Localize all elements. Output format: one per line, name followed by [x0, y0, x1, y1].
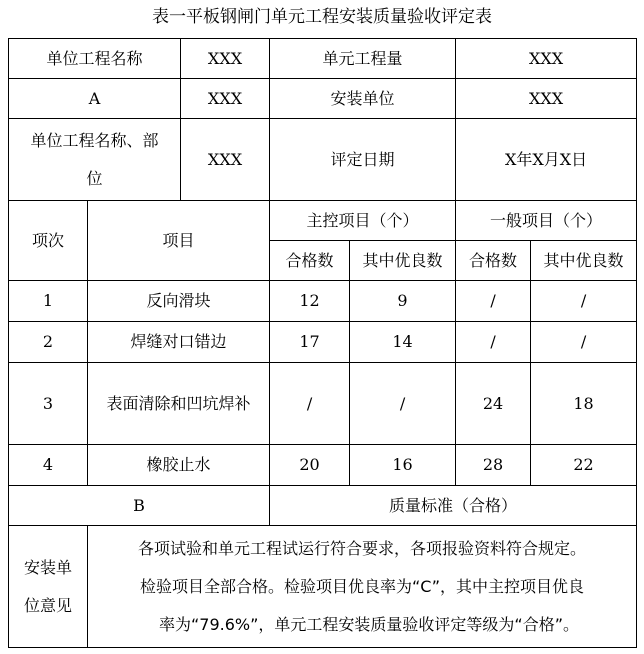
b-label: B — [9, 486, 270, 526]
unit-project-qty-label: 单元工程量 — [270, 39, 456, 79]
header-seq: 项次 — [9, 201, 88, 281]
row-mc-qualified: 12 — [270, 281, 350, 322]
table-row — [9, 363, 637, 445]
row-gen-qualified: 28 — [456, 445, 531, 486]
header-mc-qualified: 合格数 — [270, 241, 350, 281]
row-mc-excellent: / — [350, 363, 456, 445]
install-unit-value: XXX — [456, 79, 637, 119]
evaluation-table — [8, 38, 637, 648]
header-gen-qualified: 合格数 — [456, 241, 531, 281]
a-label: A — [9, 79, 181, 119]
eval-date-label: 评定日期 — [270, 119, 456, 201]
header-item: 项目 — [88, 201, 270, 281]
opinion-line-2: 检验项目全部合格。检验项目优良率为“C”，其中主控项目优良 — [139, 576, 585, 596]
quality-standard: 质量标准（合格） — [270, 486, 637, 526]
row-gen-qualified: / — [456, 322, 531, 363]
unit-project-name-value: XXX — [181, 39, 270, 79]
row-seq: 2 — [9, 322, 88, 363]
row-mc-excellent: 16 — [350, 445, 456, 486]
a-value: XXX — [181, 79, 270, 119]
opinion-line-1: 各项试验和单元工程试运行符合要求，各项报验资料符合规定。 — [138, 538, 587, 558]
row-seq: 3 — [9, 363, 88, 445]
opinion-line-3: 率为“79.6%”，单元工程安装质量验收评定等级为“合格”。 — [159, 614, 580, 634]
row-mc-excellent: 9 — [350, 281, 456, 322]
table-row — [9, 322, 637, 363]
unit-project-qty-value: XXX — [456, 39, 637, 79]
unit-project-name-label: 单位工程名称 — [9, 39, 181, 79]
install-unit-label: 安装单位 — [270, 79, 456, 119]
row-gen-excellent: / — [531, 281, 637, 322]
row-item: 橡胶止水 — [88, 445, 270, 486]
row-mc-qualified: 17 — [270, 322, 350, 363]
opinion-label: 安装单位意见 — [9, 526, 88, 648]
row-mc-excellent: 14 — [350, 322, 456, 363]
header-general: 一般项目（个） — [456, 201, 637, 241]
unit-part-name-label: 单位工程名称、部位 — [9, 119, 181, 201]
header-gen-excellent: 其中优良数 — [531, 241, 637, 281]
eval-date-value: X年X月X日 — [456, 119, 637, 201]
row-gen-excellent: 22 — [531, 445, 637, 486]
form-title: 表一平板钢闸门单元工程安装质量验收评定表 — [152, 7, 492, 27]
row-mc-qualified: / — [270, 363, 350, 445]
header-mc-excellent: 其中优良数 — [350, 241, 456, 281]
row-gen-qualified: 24 — [456, 363, 531, 445]
row-seq: 1 — [9, 281, 88, 322]
row-item: 反向滑块 — [88, 281, 270, 322]
row-gen-qualified: / — [456, 281, 531, 322]
table-row — [9, 445, 637, 486]
row-seq: 4 — [9, 445, 88, 486]
opinion-text — [88, 526, 637, 648]
header-main-control: 主控项目（个） — [270, 201, 456, 241]
row-gen-excellent: / — [531, 322, 637, 363]
row-item: 焊缝对口错边 — [88, 322, 270, 363]
table-row — [9, 281, 637, 322]
row-item: 表面清除和凹坑焊补 — [88, 363, 270, 445]
row-gen-excellent: 18 — [531, 363, 637, 445]
unit-part-name-value: XXX — [181, 119, 270, 201]
row-mc-qualified: 20 — [270, 445, 350, 486]
